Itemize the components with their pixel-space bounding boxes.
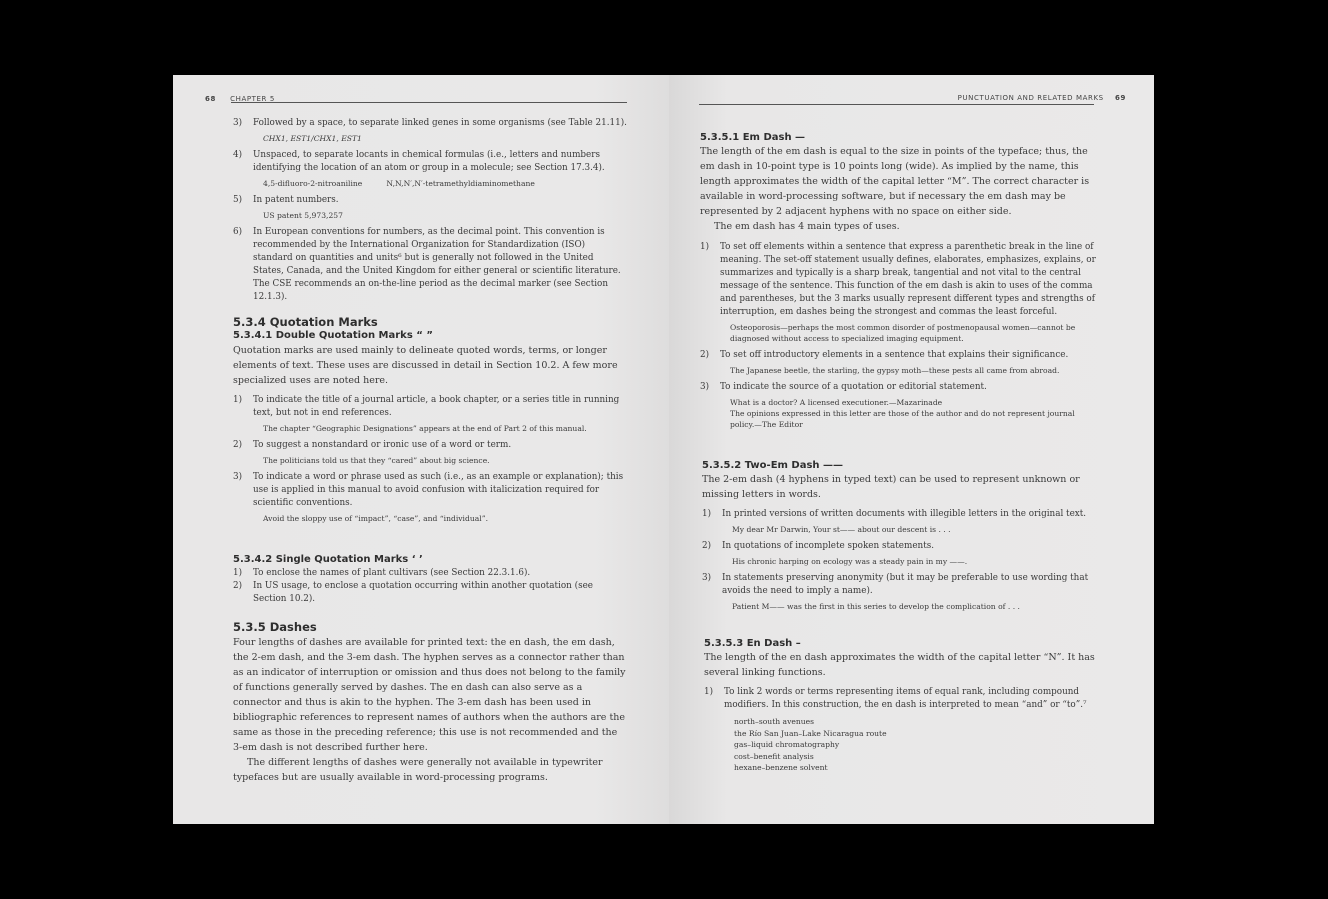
right-list-f: [704, 686, 1100, 712]
list-item: 2) In US usage, to enclose a quotation occurring within another quotation (see Section 10.2).: [233, 581, 594, 604]
list-item: 2) To suggest a nonstandard or ironic use of a word or term.: [233, 440, 512, 450]
list-example: US patent 5,973,257: [263, 211, 343, 220]
left-page: [173, 75, 669, 824]
paragraph: The em dash has 4 main types of uses.: [714, 221, 900, 232]
paragraph: Quotation marks are used mainly to delineate quoted words, terms, or longer elements of text. These uses are discussed in detail in Section 10.2. A few more specialized uses are noted here.: [233, 345, 618, 386]
list-item: 2) In quotations of incomplete spoken statements.: [702, 541, 935, 551]
list-example: 4,5-difluoro-2-nitroaniline N,N,N′,N′-tetramethyldiaminomethane: [263, 179, 535, 188]
right-list-e: [702, 508, 1098, 612]
section-5353: [704, 638, 1100, 774]
list-item: 1) To enclose the names of plant cultivars (see Section 22.3.1.6).: [233, 568, 531, 578]
subsection-heading: 5.3.4.1 Double Quotation Marks “ ”: [233, 330, 433, 341]
right-page-number: 69: [1115, 94, 1126, 102]
subsection-heading: 5.3.5.1 Em Dash —: [700, 132, 806, 143]
paragraph: The length of the em dash is equal to the size in points of the typeface; thus, the em dash in 10-point type is 10 points long (wide). As implied by the name, this length approximates the width of the capital letter “M”. The correct character is available in word-processing software, but if necessary the em dash may be represented by 2 adjacent hyphens with no space on either side.: [700, 146, 1090, 217]
list-item: 2) To set off introductory elements in a sentence that explains their significance.: [700, 350, 1069, 360]
left-chapter-label: CHAPTER 5: [230, 95, 275, 103]
section-5342: [233, 554, 627, 606]
list-item: 3) In statements preserving anonymity (but it may be preferable to use wording that avoids the need to imply a name).: [702, 573, 1089, 596]
subsection-heading: 5.3.5.3 En Dash –: [704, 638, 801, 649]
example-line: gas–liquid chromatography: [734, 740, 840, 749]
list-item: 3) Followed by a space, to separate linked genes in some organisms (see Table 21.11).: [233, 118, 627, 128]
list-item: 3) To indicate the source of a quotation or editorial statement.: [700, 382, 987, 392]
right-list-d: [700, 241, 1096, 430]
list-item: 4) Unspaced, to separate locants in chemical formulas (i.e., letters and numbers identifying the location of an atom or group in a molecule; see Section 17.3.4).: [233, 150, 605, 173]
list-example: The chapter “Geographic Designations” appears at the end of Part 2 of this manual.: [263, 424, 587, 433]
example-line: cost–benefit analysis: [734, 751, 814, 761]
right-running-head: [958, 94, 1126, 102]
list-item: 5) In patent numbers.: [233, 195, 339, 205]
example-list: [704, 716, 1100, 774]
list-example: The opinions expressed in this letter are those of the author and do not represent journal policy.—The Editor: [730, 409, 1075, 429]
example-line: the Río San Juan–Lake Nicaragua route: [734, 728, 887, 738]
list-example: Patient M—— was the first in this series to develop the complication of . . .: [732, 602, 1020, 611]
right-section-label: PUNCTUATION AND RELATED MARKS: [957, 94, 1104, 102]
list-example: Osteoporosis—perhaps the most common disorder of postmenopausal women—cannot be diagnosed without access to specialized imaging equipment.: [730, 323, 1076, 343]
left-list-b: [233, 394, 627, 524]
list-item: 1) To indicate the title of a journal article, a book chapter, or a series title in running text, but not in end references.: [233, 395, 620, 418]
list-item: 1) In printed versions of written documents with illegible letters in the original text.: [702, 509, 1087, 519]
book-spread: [173, 75, 1154, 824]
list-example: Avoid the sloppy use of “impact”, “case”, and “individual”.: [263, 514, 488, 523]
section-535: [233, 620, 629, 785]
list-example: His chronic harping on ecology was a steady pain in my ——.: [732, 557, 968, 566]
list-example: The Japanese beetle, the starling, the gypsy moth—these pests all came from abroad.: [730, 366, 1060, 375]
paragraph: Four lengths of dashes are available for printed text: the en dash, the em dash, the 2-em dash, and the 3-em dash. The hyphen serves as a connector rather than as an indicator of interruption or omission and thus does not belong to the family of functions generally served by dashes. The en dash can also serve as a connector and thus is akin to the hyphen. The 3-em dash has been used in bibliographic references to represent names of authors when the authors are the same as those in the preceding reference; this use is not recommended and the 3-em dash is not described further here.: [233, 637, 626, 753]
section-heading: 5.3.5 Dashes: [233, 620, 317, 634]
list-example: My dear Mr Darwin, Your st—— about our descent is . . .: [732, 525, 951, 534]
section-5352: [702, 460, 1098, 617]
paragraph: The 2-em dash (4 hyphens in typed text) can be used to represent unknown or missing letters in words.: [702, 474, 1080, 500]
list-example: What is a doctor? A licensed executioner.—Mazarinade: [730, 398, 943, 407]
section-heading: 5.3.4 Quotation Marks: [233, 315, 378, 329]
list-example: The politicians told us that they “cared” about big science.: [263, 456, 490, 465]
list-item: 3) To indicate a word or phrase used as such (i.e., as an example or explanation); this use is applied in this manual to avoid confusion with italicization required for scientific conventions.: [233, 472, 624, 508]
left-page-number: 68: [205, 95, 216, 103]
list-item: 1) To set off elements within a sentence that express a parenthetic break in the line of meaning. The set-off statement usually defines, elaborates, emphasizes, explains, or summarizes and typically is a sharp break, tangential and not vital to the central message of the sentence. This function of the em dash is akin to uses of the comma and parentheses, but the 3 marks usually represent different types and strengths of interruption, em dashes being the strongest and commas the least forceful.: [700, 242, 1096, 317]
paragraph: The different lengths of dashes were generally not available in typewriter typefaces but are usually available in word-processing programs.: [233, 757, 603, 783]
section-534: [233, 315, 627, 529]
section-5351: [700, 132, 1096, 435]
list-item: 6) In European conventions for numbers, as the decimal point. This convention is recommended by the International Organization for Standardization (ISO) standard on quantities and units⁶ but is generally not followed in the United States, Canada, and the United Kingdom for either general or scientific literature. The CSE recommends an on-the-line period as the decimal marker (see Section 12.1.3).: [233, 227, 621, 302]
left-list-c: [233, 567, 627, 606]
right-page: [669, 75, 1154, 824]
left-list-a: [233, 117, 627, 304]
subsection-heading: 5.3.4.2 Single Quotation Marks ‘ ’: [233, 554, 423, 565]
subsection-heading: 5.3.5.2 Two-Em Dash ——: [702, 460, 844, 471]
left-header-rule: [231, 102, 627, 103]
right-header-rule: [699, 104, 1094, 105]
paragraph: The length of the en dash approximates the width of the capital letter “N”. It has several linking functions.: [704, 652, 1095, 678]
example-line: north–south avenues: [734, 717, 815, 726]
list-item: 1) To link 2 words or terms representing items of equal rank, including compound modifiers. In this construction, the en dash is interpreted to mean “and” or “to”.⁷: [704, 687, 1087, 710]
example-line: hexane–benzene solvent: [734, 763, 828, 772]
list-example: CHX1, EST1/CHX1, EST1: [263, 134, 362, 143]
